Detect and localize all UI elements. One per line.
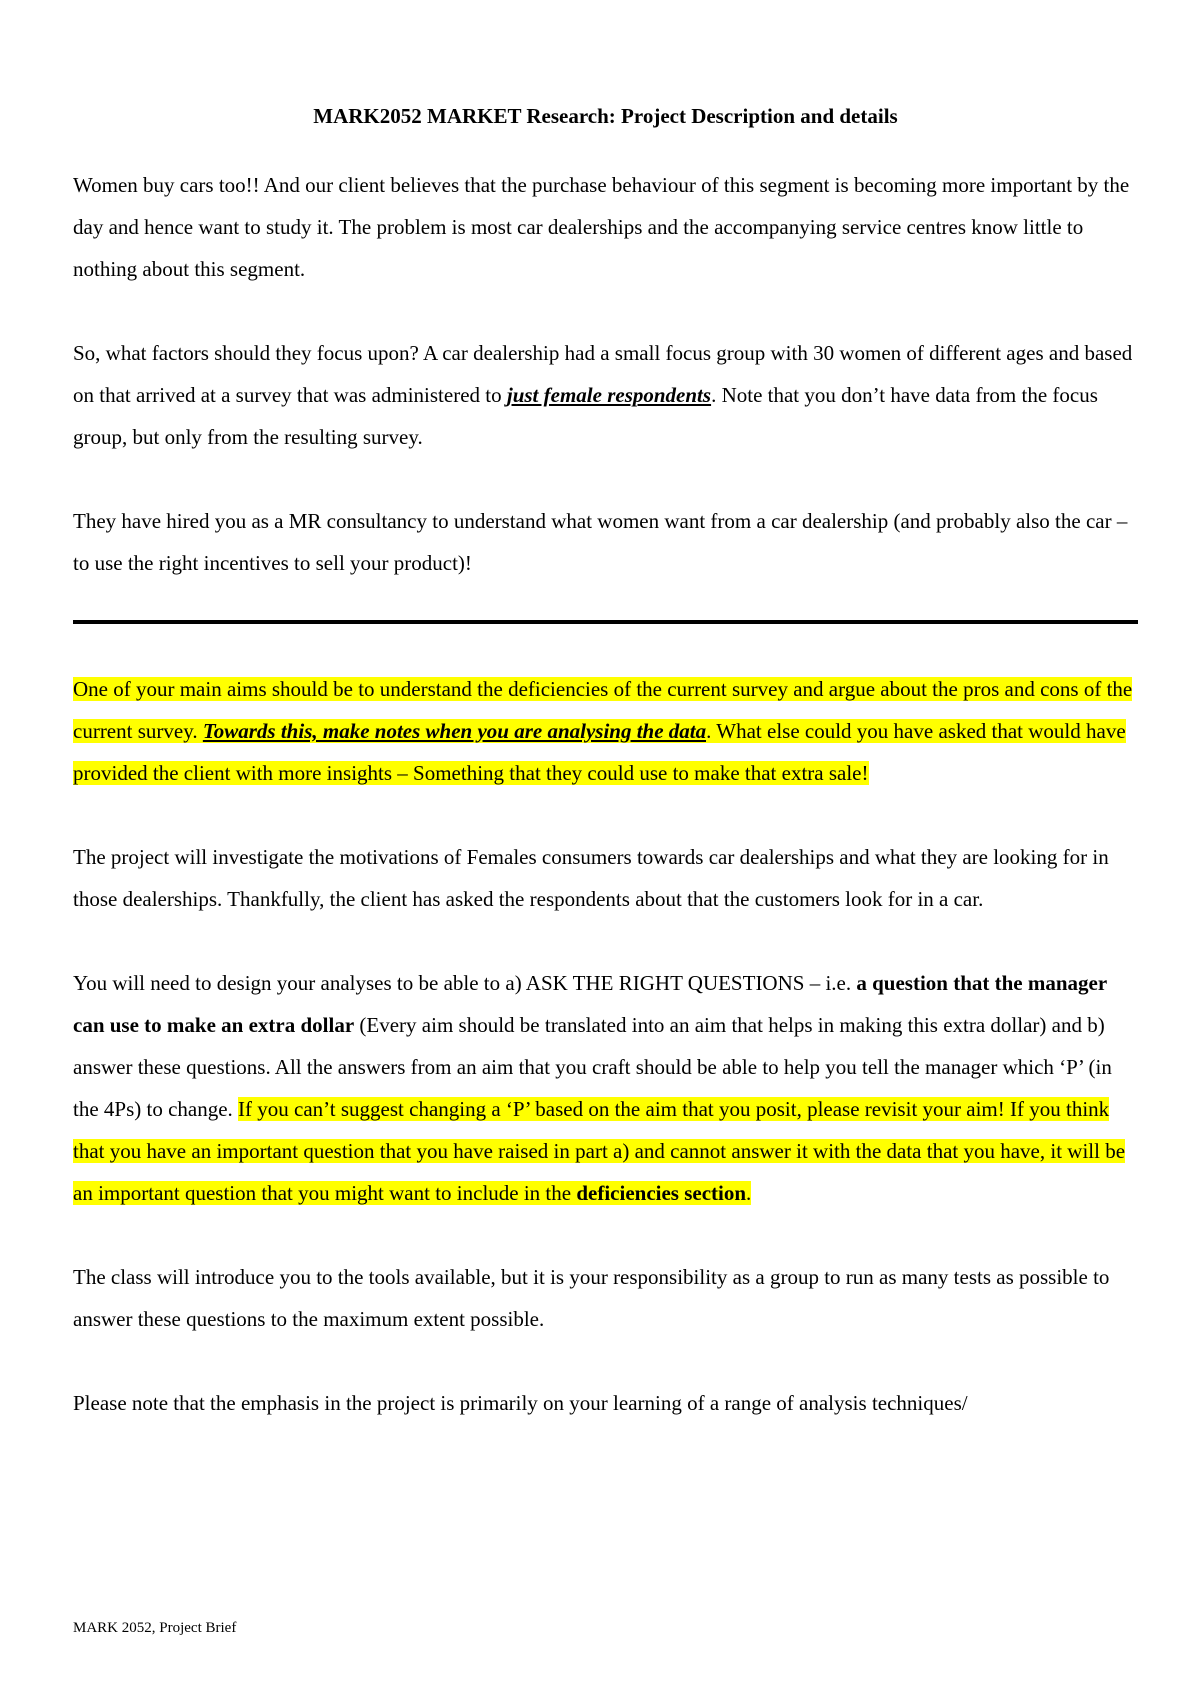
bold-deficiencies-section: deficiencies section bbox=[576, 1181, 747, 1205]
document-title: MARK2052 MARKET Research: Project Description and details bbox=[313, 104, 898, 128]
horizontal-divider bbox=[73, 620, 1138, 624]
design-text-b: (Every aim should be translated into an aim that helps in making this extra dollar) and b) answer these questions. All the answers from an aim that you craft should be able to help you tell the manager which ‘P’ (in the 4Ps) to change. bbox=[73, 1013, 1112, 1121]
document-page bbox=[73, 96, 1138, 1466]
paragraph-intro: Women buy cars too!! And our client believes that the purchase behaviour of this segment is becoming more important by the day and hence want to study it. The problem is most car dealerships and the accompanying service centres know little to nothing about this segment. bbox=[73, 173, 1130, 281]
highlight-aims-b: . What else could you have asked that would have provided the client with more insights – Something that they could use to make that extra sale! bbox=[73, 719, 1126, 785]
paragraph-focus-group-text-a: So, what factors should they focus upon? A car dealership had a small focus group with 30 women of different ages and based on that arrived at a survey that was administered to bbox=[73, 341, 1133, 407]
emphasis-female-respondents: just female respondents bbox=[506, 383, 712, 407]
highlight-revisit-aim: If you can’t suggest changing a ‘P’ based on the aim that you posit, please revisit your aim! If you think that you have an important question that you have raised in part a) and cannot answer it with the data that you have, it will be an important question that you might want to include in the bbox=[73, 1097, 1126, 1205]
highlight-period: . bbox=[746, 1181, 752, 1205]
design-text-a: You will need to design your analyses to be able to a) ASK THE RIGHT QUESTIONS – i.e. bbox=[73, 971, 857, 995]
paragraph-consultancy: They have hired you as a MR consultancy to understand what women want from a car dealership (and probably also the car – to use the right incentives to sell your product)! bbox=[73, 509, 1128, 575]
highlight-aims-a: One of your main aims should be to understand the deficiencies of the current survey and argue about the pros and cons of the current survey. bbox=[73, 677, 1133, 743]
paragraph-emphasis: Please note that the emphasis in the project is primarily on your learning of a range of analysis techniques/ bbox=[73, 1391, 968, 1415]
paragraph-tools: The class will introduce you to the tools available, but it is your responsibility as a group to run as many tests as possible to answer these questions to the maximum extent possible. bbox=[73, 1265, 1110, 1331]
page-footer: MARK 2052, Project Brief bbox=[73, 1620, 237, 1636]
paragraph-motivations: The project will investigate the motivations of Females consumers towards car dealerships and what they are looking for in those dealerships. Thankfully, the client has asked the respondents about that the customers look for in a car. bbox=[73, 845, 1109, 911]
paragraph-design-analyses bbox=[73, 962, 1138, 1214]
paragraph-focus-group bbox=[73, 332, 1138, 458]
bold-extra-dollar: a question that the manager can use to make an extra dollar bbox=[73, 971, 1107, 1037]
paragraph-main-aims bbox=[73, 668, 1138, 794]
paragraph-focus-group-text-b: . Note that you don’t have data from the focus group, but only from the resulting survey. bbox=[73, 383, 1098, 449]
emphasis-make-notes: Towards this, make notes when you are analysing the data bbox=[202, 719, 707, 743]
